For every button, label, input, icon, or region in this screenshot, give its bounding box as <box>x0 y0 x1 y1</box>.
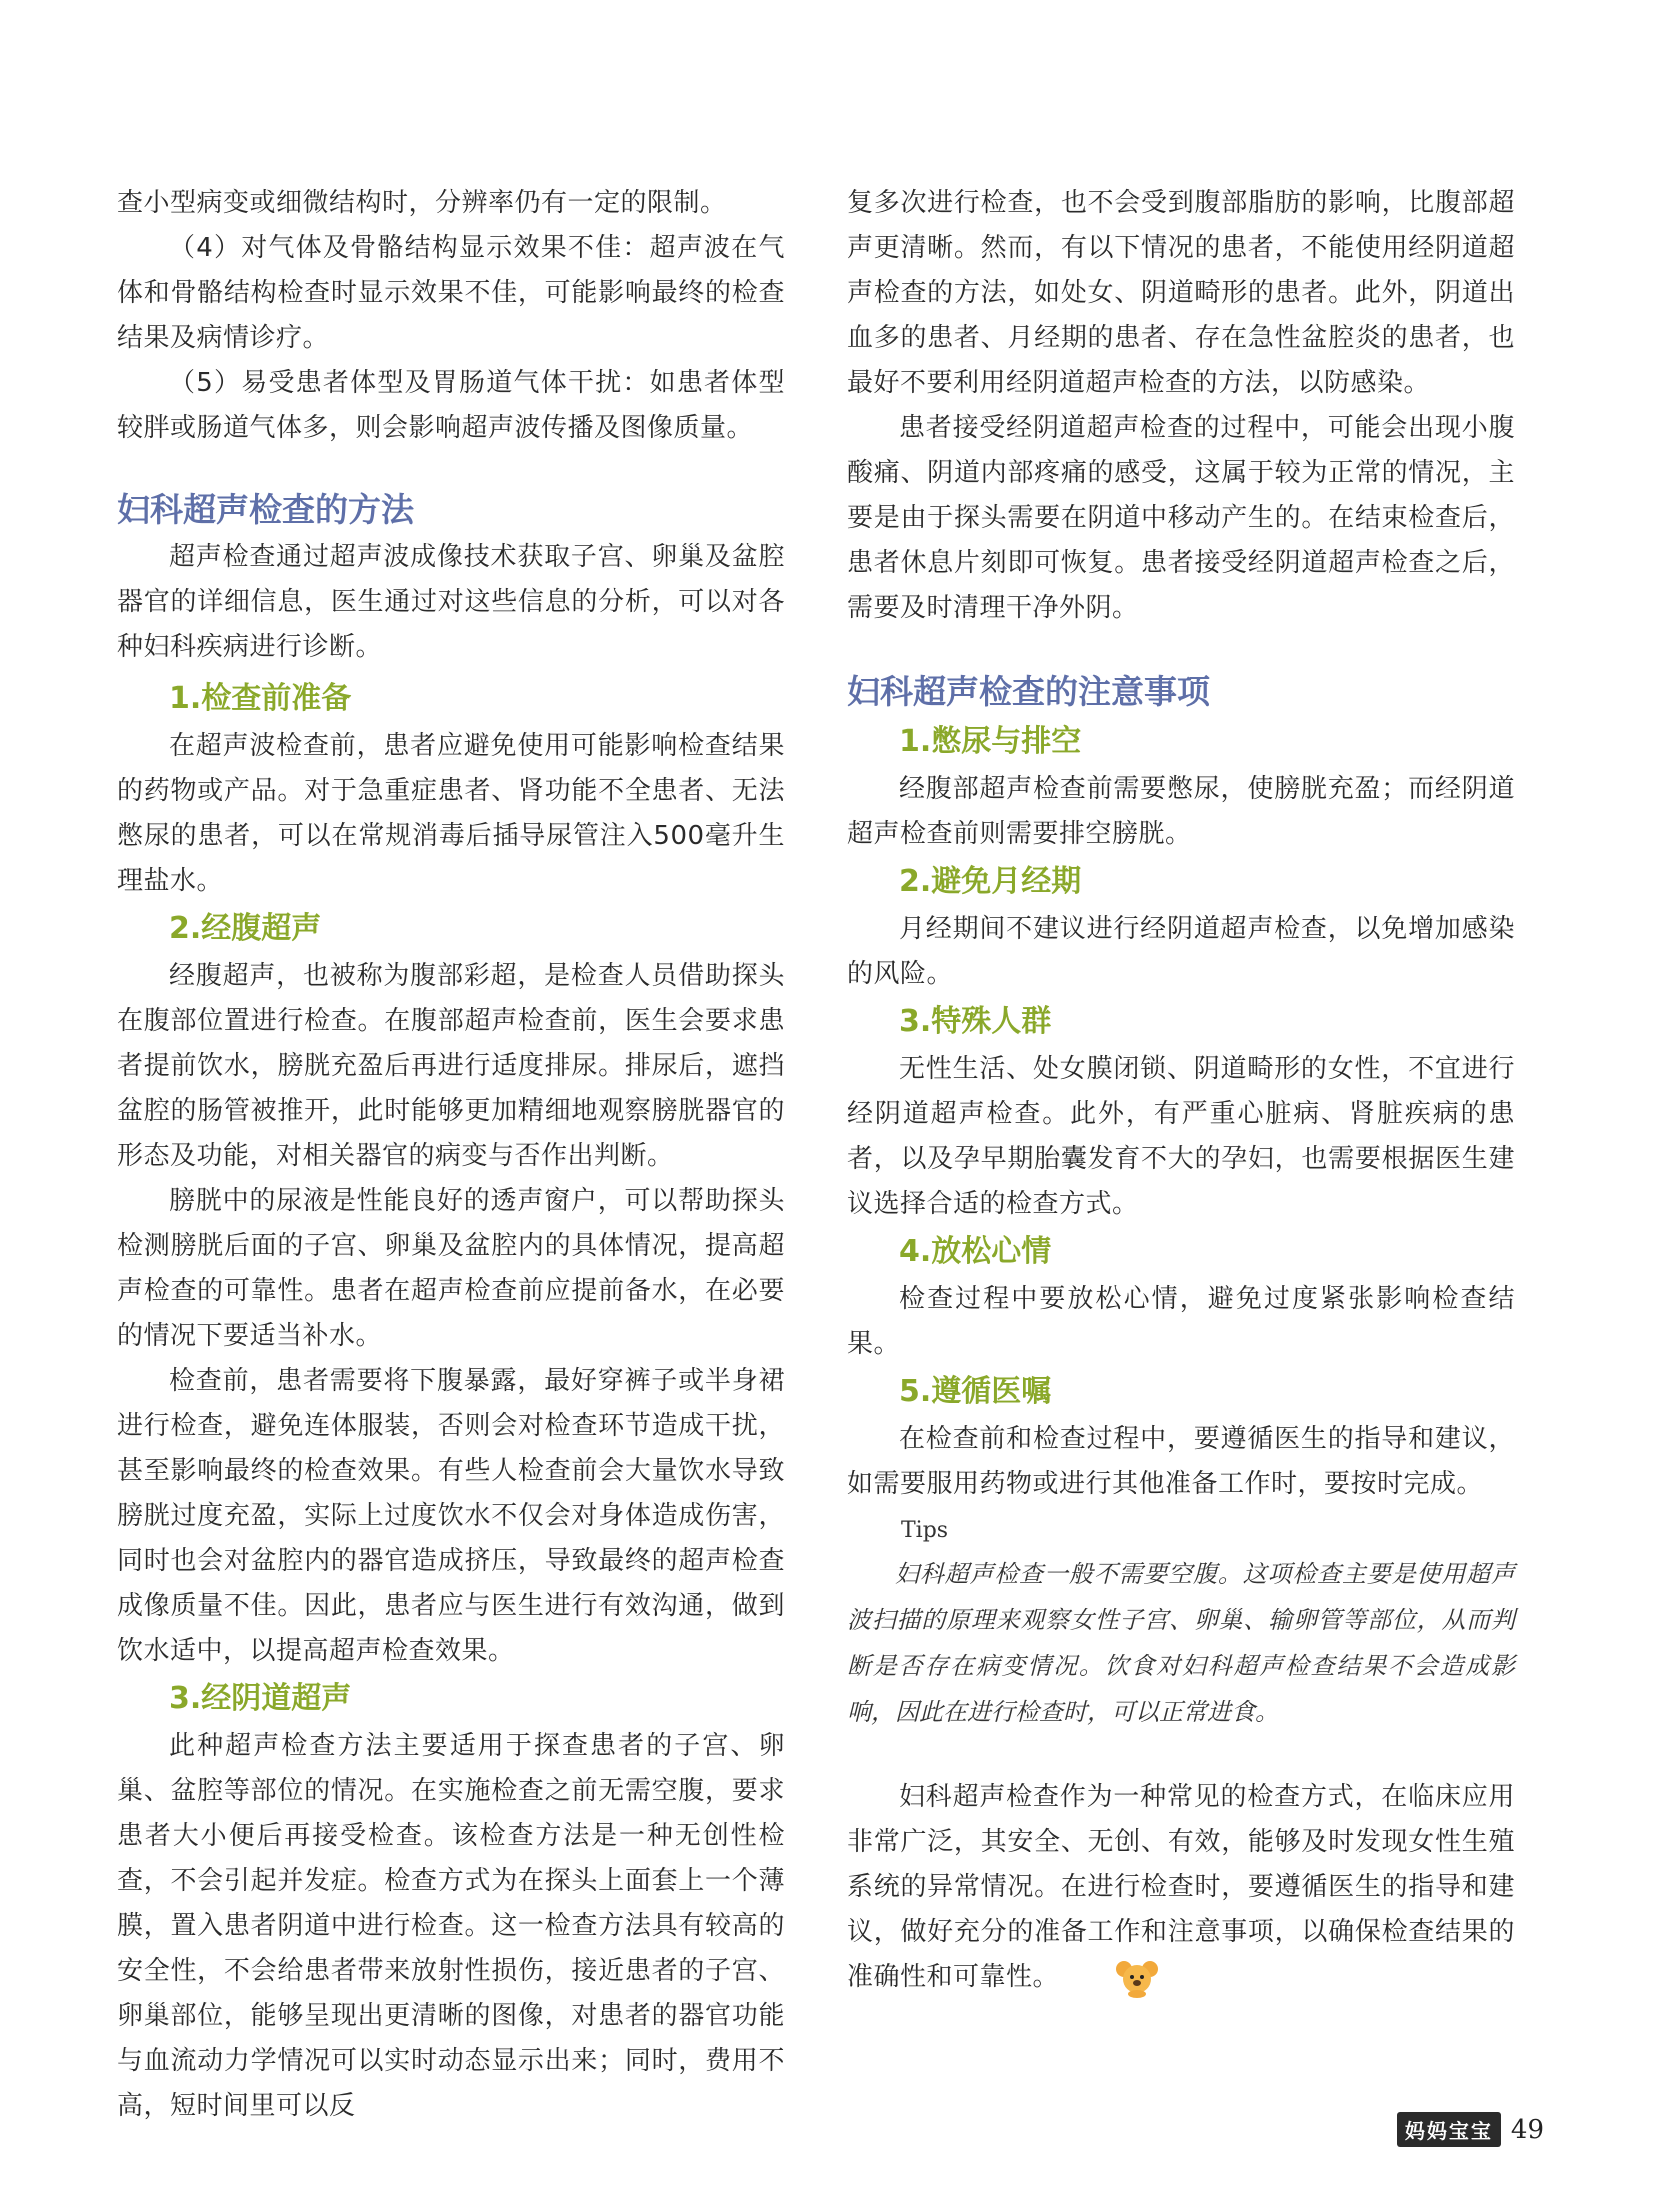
paragraph: 在超声波检查前，患者应避免使用可能影响检查结果的药物或产品。对于急重症患者、肾功能不全患者、无法憋尿的患者，可以在常规消毒后插导尿管注入500毫升生理盐水。 <box>117 731 785 896</box>
left-column <box>117 181 785 2129</box>
subheading-transvaginal: 3.经阴道超声 <box>169 1681 352 1716</box>
tips-title: Tips <box>901 1518 949 1543</box>
right-column <box>847 181 1515 2000</box>
magazine-brand: 妈妈宝宝 <box>1397 2112 1501 2147</box>
paragraph: 查小型病变或细微结构时，分辨率仍有一定的限制。 <box>117 188 727 218</box>
subheading-preparation: 1.检查前准备 <box>169 681 352 716</box>
subheading-doctor-advice: 5.遵循医嘱 <box>899 1374 1052 1409</box>
conclusion-paragraph <box>847 1775 1515 2000</box>
subheading-relax: 4.放松心情 <box>899 1234 1052 1269</box>
section-heading-methods: 妇科超声检查的方法 <box>117 490 414 529</box>
page-number: 49 <box>1510 2114 1544 2145</box>
tips-body: 妇科超声检查一般不需要空腹。这项检查主要是使用超声波扫描的原理来观察女性子宫、卵巢、输卵管等部位，从而判断是否存在病变情况。饮食对妇科超声检查结果不会造成影响，因此在进行检查时，可以正常进食。 <box>847 1560 1515 1726</box>
subheading-bladder: 1.憋尿与排空 <box>899 724 1082 759</box>
page-footer <box>1397 2112 1544 2147</box>
paragraph: 患者接受经阴道超声检查的过程中，可能会出现小腹酸痛、阴道内部疼痛的感受，这属于较为正常的情况，主要是由于探头需要在阴道中移动产生的。在结束检查后，患者休息片刻即可恢复。患者接受经阴道超声检查之后，需要及时清理干净外阴。 <box>847 413 1515 623</box>
paragraph: （5）易受患者体型及胃肠道气体干扰：如患者体型较胖或肠道气体多，则会影响超声波传播及图像质量。 <box>117 368 785 443</box>
paragraph: （4）对气体及骨骼结构显示效果不佳：超声波在气体和骨骼结构检查时显示效果不佳，可能影响最终的检查结果及病情诊疗。 <box>117 233 785 353</box>
paragraph: 无性生活、处女膜闭锁、阴道畸形的女性，不宜进行经阴道超声检查。此外，有严重心脏病、肾脏疾病的患者，以及孕早期胎囊发育不大的孕妇，也需要根据医生建议选择合适的检查方式。 <box>847 1054 1515 1219</box>
tips-box <box>847 1511 1515 1735</box>
paragraph: 超声检查通过超声波成像技术获取子宫、卵巢及盆腔器官的详细信息，医生通过对这些信息的分析，可以对各种妇科疾病进行诊断。 <box>117 542 785 662</box>
paragraph: 检查过程中要放松心情，避免过度紧张影响检查结果。 <box>847 1284 1515 1359</box>
conclusion-text: 妇科超声检查作为一种常见的检查方式，在临床应用非常广泛，其安全、无创、有效，能够及时发现女性生殖系统的异常情况。在进行检查时，要遵循医生的指导和建议，做好充分的准备工作和注意事项，以确保检查结果的准确性和可靠性。 <box>847 1782 1515 1992</box>
paragraph: 此种超声检查方法主要适用于探查患者的子宫、卵巢、盆腔等部位的情况。在实施检查之前无需空腹，要求患者大小便后再接受检查。该检查方法是一种无创性检查，不会引起并发症。检查方式为在探头上面套上一个薄膜，置入患者阴道中进行检查。这一检查方法具有较高的安全性，不会给患者带来放射性损伤，接近患者的子宫、卵巢部位，能够呈现出更清晰的图像，对患者的器官功能与血流动力学情况可以实时动态显示出来；同时，费用不高，短时间里可以反 <box>117 1731 785 2121</box>
subheading-menstruation: 2.避免月经期 <box>899 864 1082 899</box>
section-heading-precautions: 妇科超声检查的注意事项 <box>847 672 1210 711</box>
paragraph: 经腹部超声检查前需要憋尿，使膀胱充盈；而经阴道超声检查前则需要排空膀胱。 <box>847 774 1515 849</box>
paragraph: 在检查前和检查过程中，要遵循医生的指导和建议，如需要服用药物或进行其他准备工作时，要按时完成。 <box>847 1424 1515 1499</box>
paragraph: 月经期间不建议进行经阴道超声检查，以免增加感染的风险。 <box>847 914 1515 989</box>
paragraph: 膀胱中的尿液是性能良好的透声窗户，可以帮助探头检测膀胱后面的子宫、卵巢及盆腔内的具体情况，提高超声检查的可靠性。患者在超声检查前应提前备水，在必要的情况下要适当补水。 <box>117 1186 785 1351</box>
koala-icon <box>1063 1958 1107 1998</box>
paragraph: 检查前，患者需要将下腹暴露，最好穿裤子或半身裙进行检查，避免连体服装，否则会对检查环节造成干扰，甚至影响最终的检查效果。有些人检查前会大量饮水导致膀胱过度充盈，实际上过度饮水不仅会对身体造成伤害，同时也会对盆腔内的器官造成挤压，导致最终的超声检查成像质量不佳。因此，患者应与医生进行有效沟通，做到饮水适中，以提高超声检查效果。 <box>117 1366 785 1666</box>
subheading-transabdominal: 2.经腹超声 <box>169 911 322 946</box>
paragraph: 经腹超声，也被称为腹部彩超，是检查人员借助探头在腹部位置进行检查。在腹部超声检查前，医生会要求患者提前饮水，膀胱充盈后再进行适度排尿。排尿后，遮挡盆腔的肠管被推开，此时能够更加精细地观察膀胱器官的形态及功能，对相关器官的病变与否作出判断。 <box>117 961 785 1171</box>
paragraph: 复多次进行检查，也不会受到腹部脂肪的影响，比腹部超声更清晰。然而，有以下情况的患者，不能使用经阴道超声检查的方法，如处女、阴道畸形的患者。此外，阴道出血多的患者、月经期的患者、存在急性盆腔炎的患者，也最好不要利用经阴道超声检查的方法，以防感染。 <box>847 188 1515 398</box>
subheading-special-groups: 3.特殊人群 <box>899 1004 1052 1039</box>
